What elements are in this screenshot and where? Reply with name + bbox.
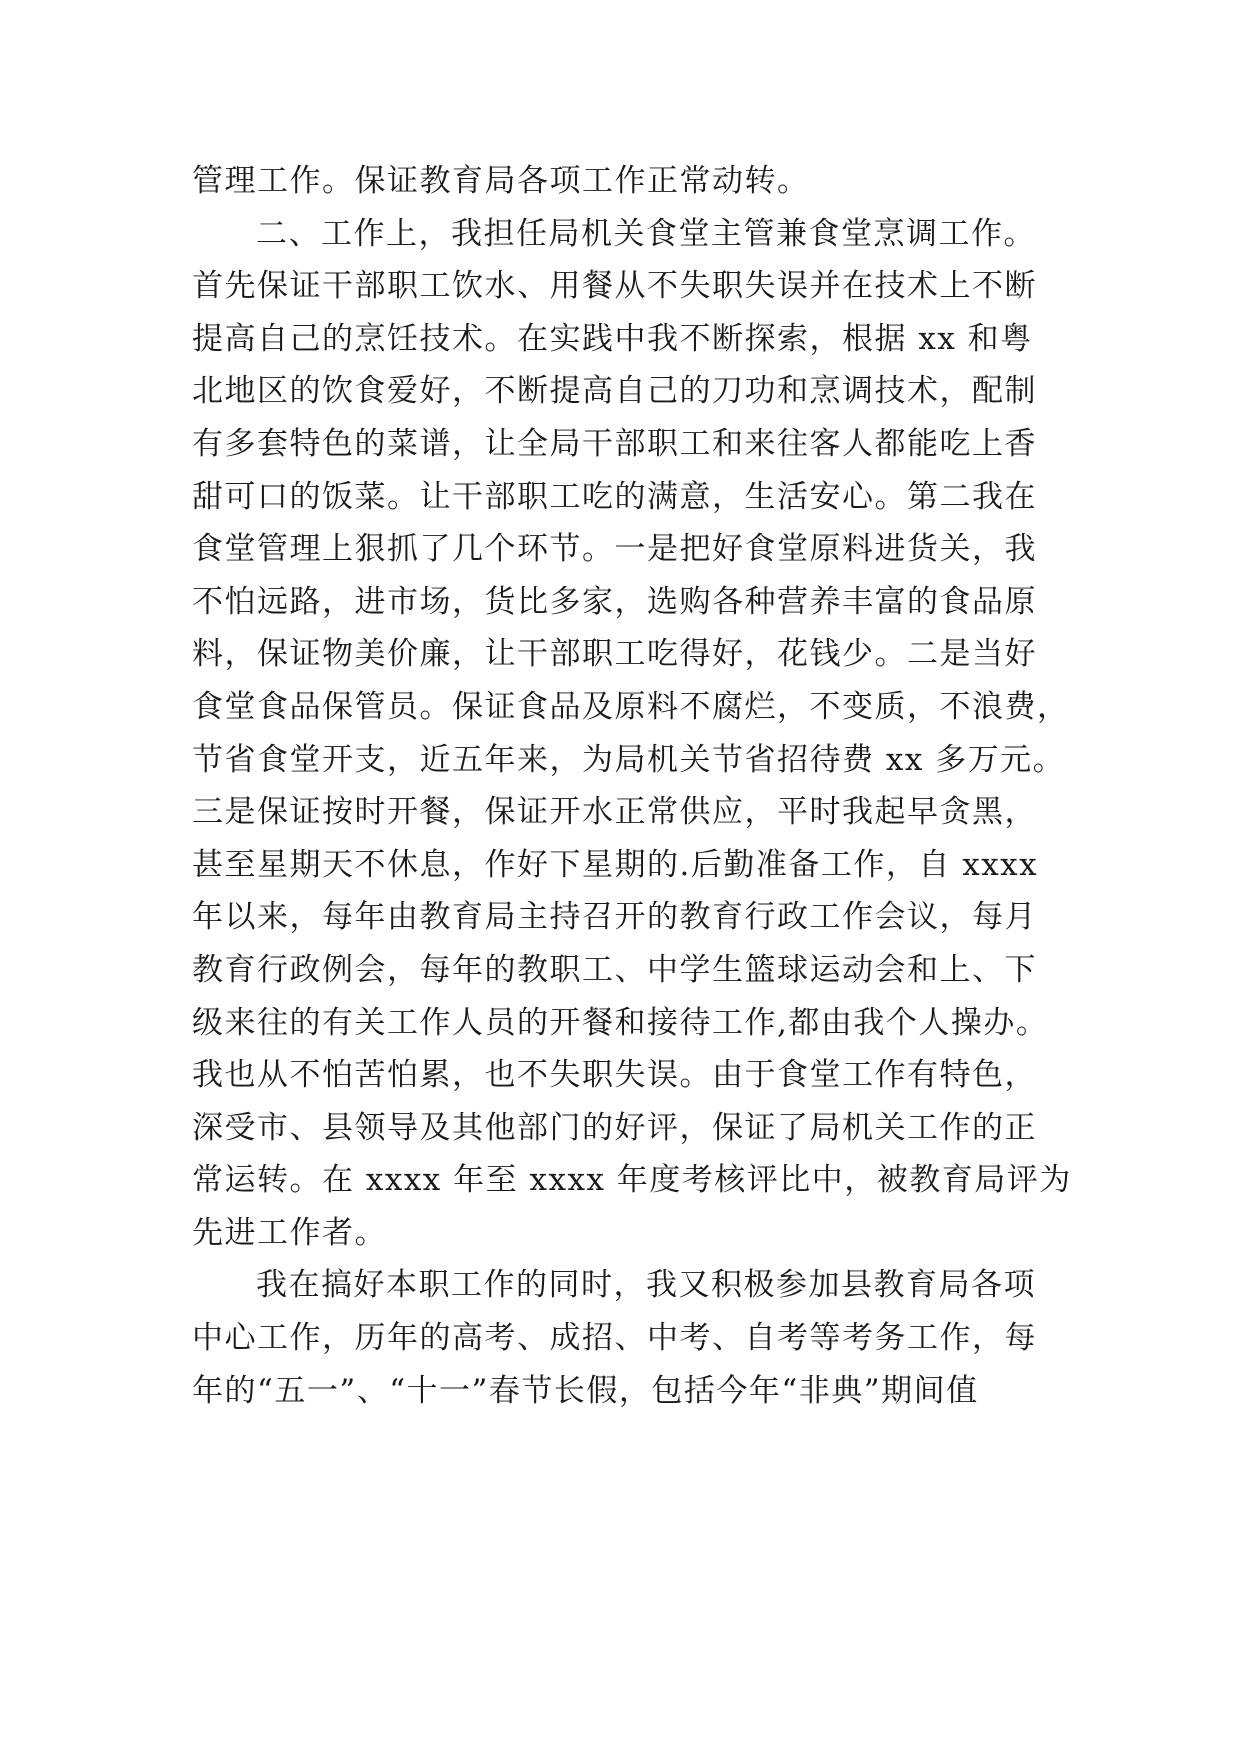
- paragraph-line: 二、工作上，我担任局机关食堂主管兼食堂烹调工作。: [256, 215, 1036, 252]
- paragraph-line: 料，保证物美价廉，让干部职工吃得好，花钱少。二是当好: [192, 636, 1037, 673]
- paragraph-line: 三是保证按时开餐，保证开水正常供应，平时我起早贪黑，: [192, 794, 1037, 831]
- paragraph-line: 有多套特色的菜谱，让全局干部职工和来往客人都能吃上香: [192, 425, 1037, 462]
- paragraph-line: 北地区的饮食爱好，不断提高自己的刀功和烹调技术，配制: [192, 373, 1037, 410]
- document-body: [192, 155, 1072, 1417]
- paragraph-line: 甜可口的饭菜。让干部职工吃的满意，生活安心。第二我在: [192, 478, 1037, 515]
- paragraph-line: 管理工作。保证教育局各项工作正常动转。: [192, 163, 810, 199]
- paragraph-line: 食堂食品保管员。保证食品及原料不腐烂，不变质，不浪费，: [192, 688, 1070, 725]
- paragraph-line: 教育行政例会，每年的教职工、中学生篮球运动会和上、下: [192, 951, 1037, 988]
- paragraph-line: 食堂管理上狠抓了几个环节。一是把好食堂原料进货关，我: [192, 531, 1037, 568]
- paragraph-line: 首先保证干部职工饮水、用餐从不失职失误并在技术上不断: [192, 268, 1037, 305]
- paragraph-line: 我在搞好本职工作的同时，我又积极参加县教育局各项: [256, 1267, 1036, 1304]
- paragraph-line: 我也从不怕苦怕累，也不失职失误。由于食堂工作有特色，: [192, 1057, 1037, 1094]
- paragraph-line: 不怕远路，进市场，货比多家，选购各种营养丰富的食品原: [192, 583, 1037, 620]
- paragraph-line: 中心工作，历年的高考、成招、中考、自考等考务工作，每: [192, 1320, 1037, 1357]
- paragraph-line: 级来往的有关工作人员的开餐和接待工作,都由我个人操办。: [192, 1004, 1049, 1041]
- paragraph-line: 年以来，每年由教育局主持召开的教育行政工作会议，每月: [192, 899, 1037, 936]
- paragraph-line: 深受市、县领导及其他部门的好评，保证了局机关工作的正: [192, 1109, 1037, 1146]
- paragraph-line: 甚至星期天不休息，作好下星期的.后勤准备工作，自 xxxx: [192, 846, 1039, 883]
- paragraph-line: 先进工作者。: [192, 1214, 387, 1251]
- paragraph-line: 节省食堂开支，近五年来，为局机关节省招待费 xx 多万元。: [192, 741, 1066, 778]
- paragraph-line: 常运转。在 xxxx 年至 xxxx 年度考核评比中，被教育局评为: [192, 1162, 1072, 1199]
- paragraph-line: 年的“五一”、“十一”春节长假，包括今年“非典”期间值: [192, 1372, 979, 1409]
- paragraph-line: 提高自己的烹饪技术。在实践中我不断探索，根据 xx 和粤: [192, 320, 1033, 357]
